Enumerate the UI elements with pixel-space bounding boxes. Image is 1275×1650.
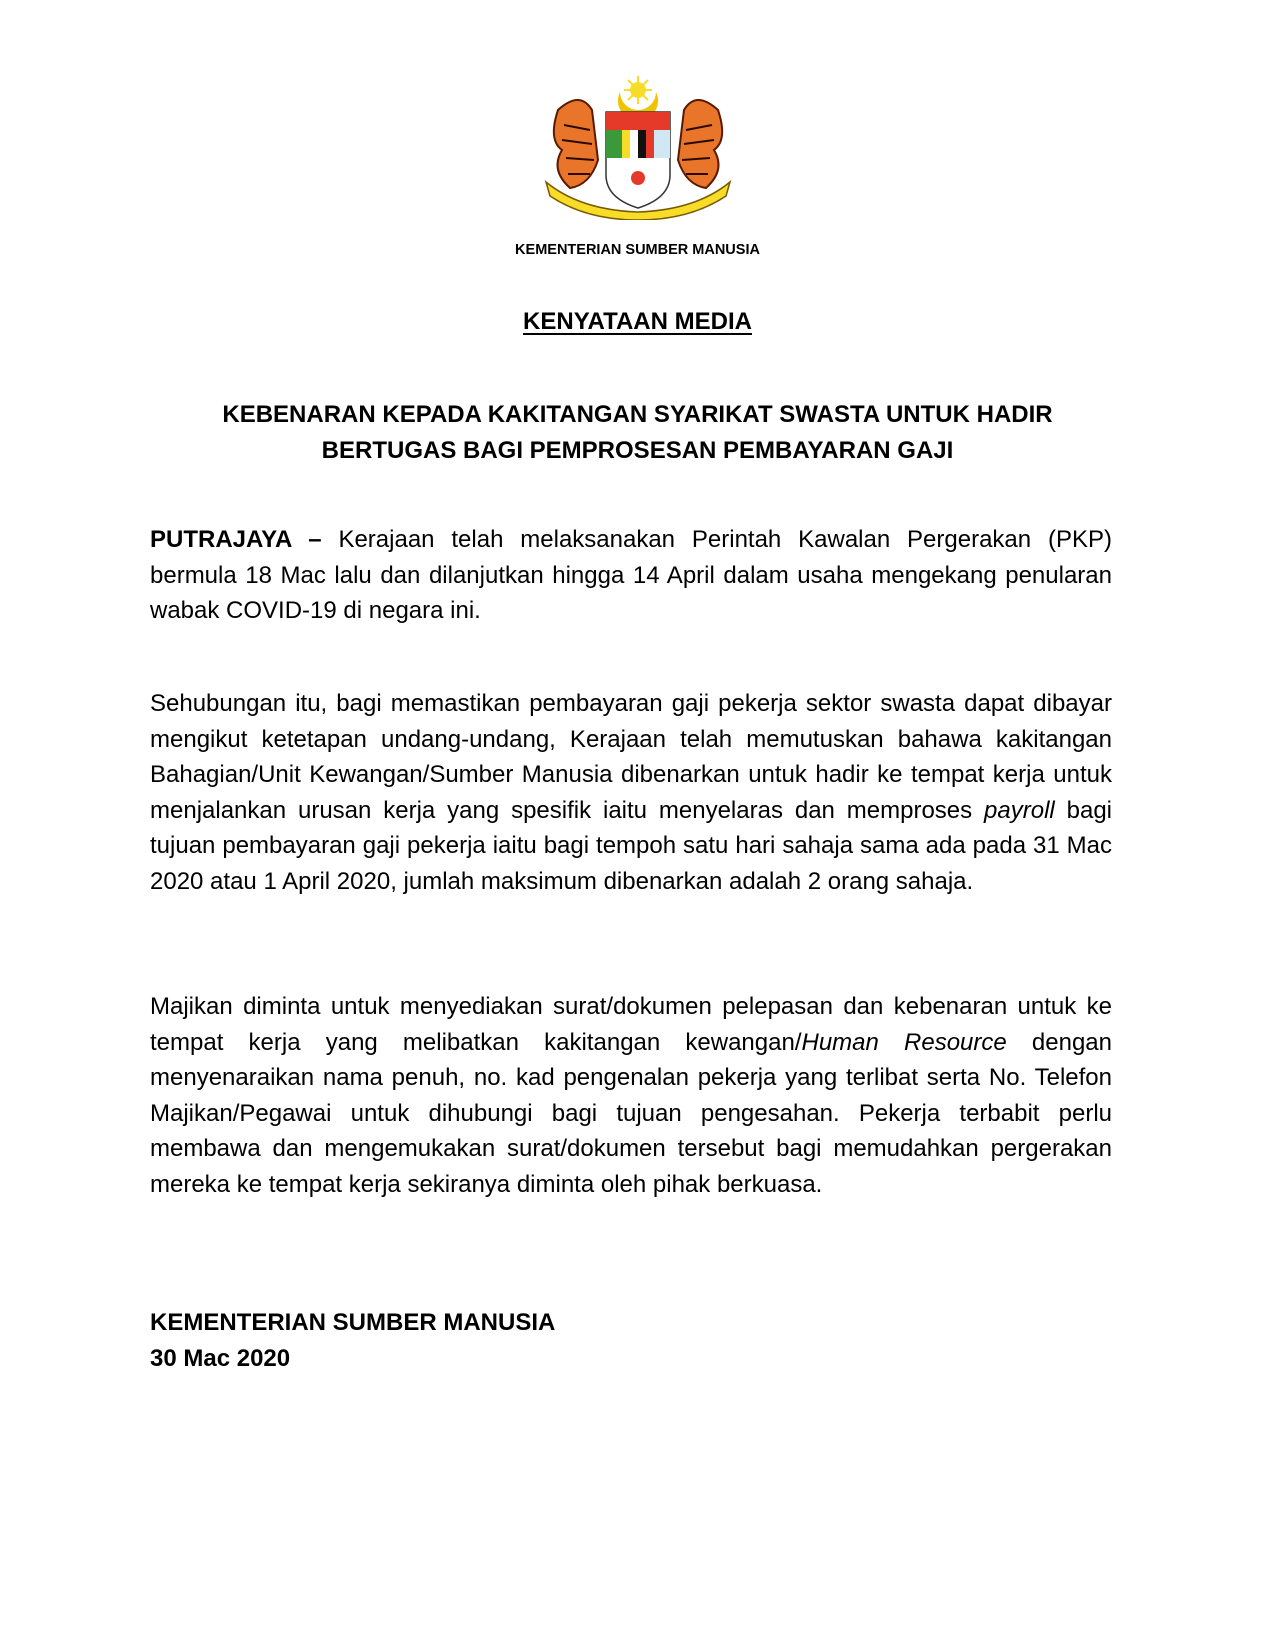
paragraph-2-text-after: bagi tujuan pembayaran gaji pekerja iaitu bagi tempoh satu hari sahaja sama ada pada 31 Mac 2020 atau 1 April 2020, jumlah maksimum dibenarkan adalah 2 orang sahaja. <box>150 796 1112 895</box>
headline <box>140 397 1135 469</box>
paragraph-2-text-before: Sehubungan itu, bagi memastikan pembayaran gaji pekerja sektor swasta dapat dibayar mengikut ketetapan undang-undang, Kerajaan telah memutuskan bahawa kakitangan Bahagian/Unit Kewangan/Sumber Manusia dibenarkan untuk hadir ke tempat kerja untuk menjalankan urusan kerja yang spesifik iaitu menyelaras dan memproses <box>150 690 1112 824</box>
headline-line-1: KEBENARAN KEPADA KAKITANGAN SYARIKAT SWASTA UNTUK HADIR <box>222 401 1053 428</box>
document-title: KENYATAAN MEDIA <box>523 308 752 335</box>
ministry-name-header: KEMENTERIAN SUMBER MANUSIA <box>515 242 760 258</box>
paragraph-3-italic-term: Human Resource <box>801 1028 1007 1056</box>
dateline: PUTRAJAYA – <box>150 526 322 553</box>
signature-block <box>150 1305 555 1377</box>
paragraph-3-text-after: dengan menyenaraikan nama penuh, no. kad pengenalan pekerja yang terlibat serta No. Telefon Majikan/Pegawai untuk dihubungi bagi tujuan pengesahan. Pekerja terbabit perlu membawa dan mengemukakan surat/dokumen tersebut bagi memudahkan pergerakan mereka ke tempat kerja sekiranya diminta oleh pihak berkuasa. <box>150 1028 1112 1198</box>
paragraph-2-italic-term: payroll <box>984 796 1055 824</box>
headline-line-2: BERTUGAS BAGI PEMPROSESAN PEMBAYARAN GAJI <box>321 437 954 464</box>
paragraph-3-text-before: Majikan diminta untuk menyediakan surat/dokumen pelepasan dan kebenaran untuk ke tempat kerja yang melibatkan kakitangan kewangan/ <box>150 993 1112 1056</box>
signature-ministry: KEMENTERIAN SUMBER MANUSIA <box>150 1309 556 1336</box>
coat-of-arms-logo <box>540 70 736 220</box>
paragraph-2 <box>150 686 1112 900</box>
paragraph-1-text: Kerajaan telah melaksanakan Perintah Kawalan Pergerakan (PKP) bermula 18 Mac lalu dan dilanjutkan hingga 14 April dalam usaha mengekang penularan wabak COVID-19 di negara ini. <box>150 526 1112 625</box>
signature-date: 30 Mac 2020 <box>150 1345 291 1372</box>
paragraph-1 <box>150 522 1112 629</box>
paragraph-3 <box>150 989 1112 1203</box>
